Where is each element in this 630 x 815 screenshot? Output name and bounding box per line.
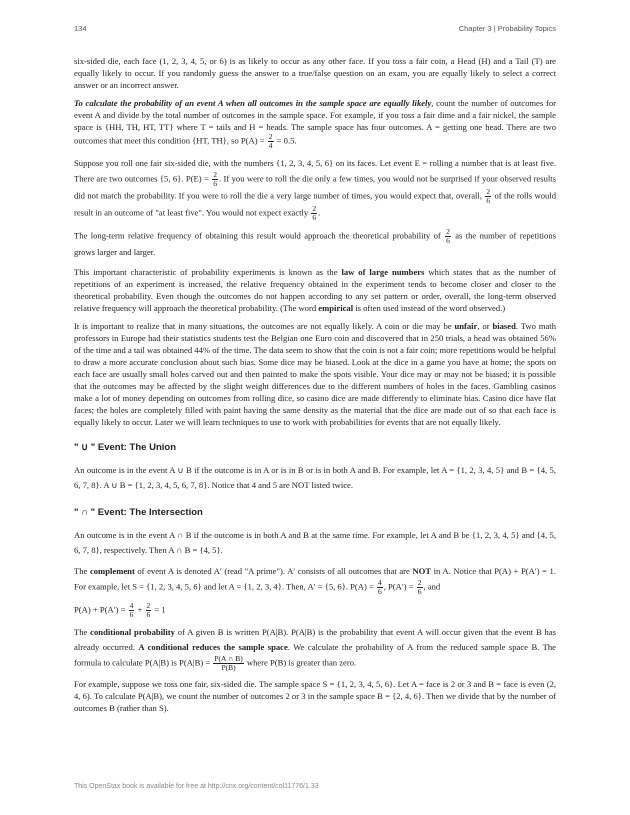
text: of A given B is written P(A|B). P(A|B) is the probability that event A will occur given that the event B has already occurred. <box>74 627 556 652</box>
paragraph-complement <box>74 564 556 596</box>
page-footer: This OpenStax book is available for free at http://cnx.org/content/col11776/1.33 <box>74 783 319 790</box>
page-header <box>74 24 556 38</box>
heading-intersection: " ∩ " Event: The Intersection <box>74 507 203 518</box>
text: of event A is denoted A′ (read "A prime"). A′ consists of all outcomes that are <box>134 566 413 576</box>
paragraph-long-term <box>74 228 556 260</box>
text: of the rolls would result in an outcome of "at least five". You would not expect exactly <box>74 190 556 218</box>
fraction-denominator: 6 <box>213 179 217 188</box>
text: which states that as the number of repetitions of an experiment is increased, the relative frequency obtained in the experiment tends to become closer and closer to the theoretical probability. Even though the outcomes do not happen according to any set pattern or order, overall, the long-term observed relative frequency will approach the theoretical probability. (The word <box>74 267 556 313</box>
fraction-2-6 <box>445 228 451 245</box>
fraction-denominator: 6 <box>377 587 382 596</box>
term-unfair: unfair <box>454 321 478 331</box>
text: , or <box>477 321 493 331</box>
fraction-numerator: 2 <box>268 132 273 141</box>
fraction-2-6 <box>485 188 491 205</box>
fraction-denominator: 6 <box>129 610 134 619</box>
text: The <box>74 566 90 576</box>
fraction-numerator: 4 <box>129 601 134 610</box>
fraction-numerator: 2 <box>213 170 217 179</box>
text: , P(A′) = <box>383 581 416 592</box>
fraction-2-6 <box>212 171 218 188</box>
fraction-numerator: 2 <box>486 187 491 196</box>
text: The <box>74 627 91 637</box>
fraction-denominator: 6 <box>312 213 317 222</box>
text: Suppose you roll one fair six-sided die, with the numbers {1, 2, 3, 4, 5, 6} on its faces. Let event E = rolling a number that is at least five. There are two outcomes {5, 6}. P(E) = <box>74 158 556 184</box>
fraction-numerator: 4 <box>377 578 382 587</box>
fraction-numerator: 2 <box>312 204 317 213</box>
term-biased: biased <box>492 321 516 331</box>
page-content <box>74 55 556 720</box>
fraction-2-4 <box>268 133 274 150</box>
paragraph-equally-likely <box>74 97 556 150</box>
fraction-denominator: 6 <box>446 236 450 245</box>
paragraph-intro: six-sided die, each face (1, 2, 3, 4, 5, or 6) is as likely to occur as any other face. If you toss a fair coin, a Head (H) and a Tail (T) are equally likely to occur. If you randomly guess the answer to a true/false question on an exam, you are equally likely to select a correct answer or an incorrect answer. <box>74 56 556 90</box>
fraction-denominator: 6 <box>417 587 422 596</box>
fraction-numerator: 2 <box>417 578 422 587</box>
text: This important characteristic of probability experiments is known as the <box>74 267 342 277</box>
term-conditional-probability: conditional probability <box>90 627 175 637</box>
fraction-2-6 <box>146 602 152 619</box>
fraction-denominator: 6 <box>146 610 151 619</box>
term-conditional-reduces: A conditional reduces the sample space <box>138 642 288 652</box>
paragraph-law-large-numbers <box>74 266 556 314</box>
heading-union: " ∪ " Event: The Union <box>74 442 176 453</box>
text: + <box>135 604 145 615</box>
fraction-numerator: P(A ∩ B) <box>214 654 243 663</box>
text: , count the number of outcomes for event A and divide by the total number of outcomes in the sample space. For example, if you toss a fair dime and a fair nickel, the sample space is {HH, TH, HT, TT} where T = tails and H = heads. The sample space has four outcomes. A = getting one head. There are two outcomes that meet this condition {HT, TH}, so P(A) = <box>74 98 556 146</box>
text: . We calculate the probability of A from the reduced sample space B. The formula to calculate P(A|B) is P(A|B) = <box>74 642 556 668</box>
text: . If you were to roll the die only a few times, you would not be surprised if your observed results did not match the probability. If you were to roll the die a very large number of times, you would expect that, overall, <box>74 173 556 201</box>
term-law-of-large-numbers: law of large numbers <box>341 267 425 277</box>
equation-complement-sum <box>74 602 556 619</box>
text: . Two math professors in Europe had their statistics students test the Belgian one Euro coin and discovered that in 250 trials, a head was obtained 56% of the time and a tail was obtained 44% of the time. The data seem to show that the coin is not a fair coin; more repetitions would be helpful to draw a more accurate conclusion about such bias. Some dice may be biased. Look at the dice in a game you have at home; the spots on each face are usually small holes carved out and then painted to make the spots visible. Your dice may or may not be biased; it is possible that the outcomes may be affected by the slight weight differences due to the different numbers of holes in the faces. Gambling casinos make a lot of money depending on outcomes from rolling dice, so casino dice are made differently to eliminate bias. Casino dice have flat faces; the holes are completely filled with paint having the same density as the material that the dice are made out of so that each face is equally likely to occur. Later we will learn techniques to use to work with probabilities for events that are not equally likely. <box>74 321 556 427</box>
fraction-4-6 <box>129 602 135 619</box>
text: = 1 <box>152 604 166 615</box>
text: = 0.5. <box>274 135 297 146</box>
text: The long-term relative frequency of obtaining this result would approach the theoretical probability of <box>74 230 445 241</box>
paragraph-bias <box>74 320 556 428</box>
fraction-denominator: P(B) <box>221 663 236 672</box>
paragraph-die-example <box>74 156 556 222</box>
text: as the number of repetitions grows larger and larger. <box>74 230 556 257</box>
fraction-4-6 <box>377 579 383 596</box>
fraction-denominator: 4 <box>268 141 273 150</box>
fraction-2-6 <box>417 579 423 596</box>
text: P(A) + P(A′) = <box>74 604 128 615</box>
text: . <box>318 207 321 218</box>
text: is often used instead of the word observed.) <box>353 303 506 313</box>
term-not: NOT <box>412 566 432 576</box>
fraction-2-6 <box>311 205 317 222</box>
text: where P(B) is greater than zero. <box>244 657 357 668</box>
term-empirical: empirical <box>318 303 354 313</box>
term-complement: complement <box>89 566 135 576</box>
page-number: 134 <box>74 24 87 33</box>
text: in A. Notice that P(A) + P(A′) = 1. For example, let S = {1, 2, 3, 4, 5, 6} and let A = {1, 2, 3, 4}. Then, A′ = {5, 6}. P(A) = <box>74 566 556 592</box>
text: It is important to realize that in many situations, the outcomes are not equally likely. A coin or die may be <box>74 321 455 331</box>
chapter-title: Chapter 3 | Probability Topics <box>458 24 556 33</box>
fraction-numerator: 2 <box>446 227 450 236</box>
paragraph-intersection: An outcome is in the event A ∩ B if the outcome is in both A and B at the same time. For example, let A and B be {1, 2, 3, 4, 5} and {4, 5, 6, 7, 8}, respectively. Then A ∩ B = {4, 5}. <box>74 530 556 555</box>
fraction-denominator: 6 <box>486 196 491 205</box>
bold-rule: To calculate the probability of an event A when all outcomes in the sample space are equally likely <box>74 98 432 108</box>
fraction-numerator: 2 <box>146 601 151 610</box>
paragraph-conditional-example: For example, suppose we toss one fair, six-sided die. The sample space S = {1, 2, 3, 4, 5, 6}. Let A = face is 2 or 3 and B = face is even (2, 4, 6). To calculate P(A|B), we count the number of outcomes 2 or 3 in the sample space B = {2, 4, 6}. Then we divide that by the number of outcomes B (rather than S). <box>74 679 556 713</box>
fraction-conditional <box>213 655 243 672</box>
text: , and <box>423 581 441 592</box>
paragraph-union: An outcome is in the event A ∪ B if the outcome is in A or is in B or is in both A and B. For example, let A = {1, 2, 3, 4, 5} and B = {4, 5, 6, 7, 8}. A ∪ B = {1, 2, 3, 4, 5, 6, 7, 8}. Notice that 4 and 5 are NOT listed twice. <box>74 465 556 490</box>
paragraph-conditional <box>74 625 556 672</box>
